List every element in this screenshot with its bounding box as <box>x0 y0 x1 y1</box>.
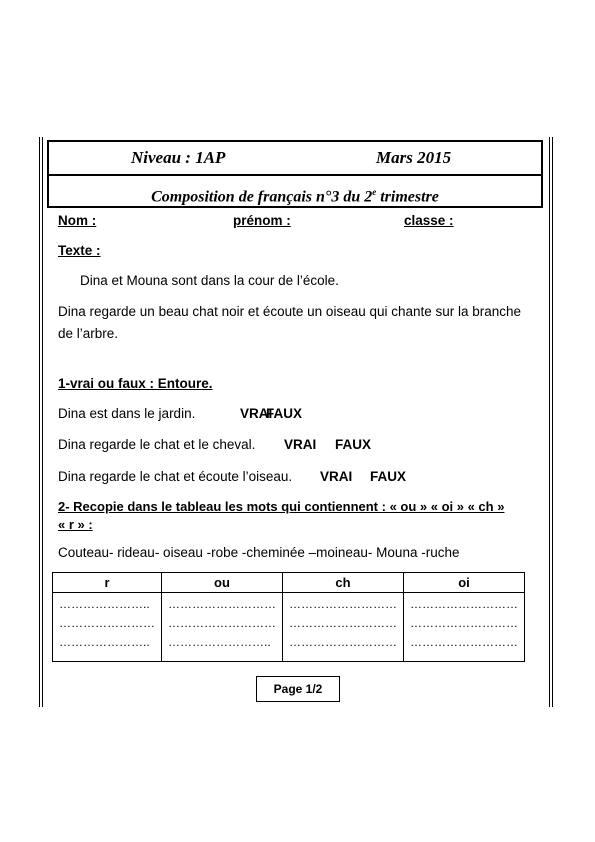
class-field-label: classe : <box>404 213 454 228</box>
dotted-line: …………………….. <box>168 635 271 649</box>
column-header-ch: ch <box>283 573 404 593</box>
page-number-box <box>256 676 340 702</box>
header-row-level <box>49 142 541 176</box>
text-line-2: Dina regarde un beau chat noir et écoute un oiseau qui chante sur la branche <box>58 304 522 319</box>
column-header-oi: oi <box>404 573 525 593</box>
answer-cell-ch[interactable] <box>283 593 404 662</box>
column-header-ou: ou <box>162 573 283 593</box>
dotted-line: …………………… <box>59 616 155 630</box>
exam-title-sup: e <box>372 187 377 197</box>
dotted-line: ……………………… <box>168 597 276 611</box>
dotted-line: ………………….. <box>59 635 150 649</box>
dotted-line: ………………….. <box>59 597 150 611</box>
left-border-outer <box>39 137 40 707</box>
false-option[interactable]: FAUX <box>266 406 303 421</box>
true-option[interactable]: VRAI <box>284 437 317 452</box>
exercise2-heading-line2: « r » : <box>58 517 93 532</box>
exercise1-sentence: Dina regarde le chat et écoute l’oiseau. <box>58 469 293 484</box>
dotted-line: ……………………… <box>289 616 397 630</box>
word-list: Couteau- rideau- oiseau -robe -cheminée –moineau- Mouna -ruche <box>58 545 460 560</box>
level-label: Niveau : 1AP <box>131 148 226 167</box>
text-line-3: de l’arbre. <box>58 326 119 341</box>
firstname-field-label: prénom : <box>233 213 291 228</box>
false-option[interactable]: FAUX <box>335 437 372 452</box>
page-number: Page 1/2 <box>273 682 323 696</box>
answer-cell-r[interactable] <box>53 593 162 662</box>
exercise1-heading: 1-vrai ou faux : Entoure. <box>58 376 213 391</box>
header-box <box>47 140 543 208</box>
right-border-inner <box>549 137 550 707</box>
dotted-line: ……………………… <box>410 616 518 630</box>
dotted-line: ……………………… <box>289 635 397 649</box>
name-field-label: Nom : <box>58 213 97 228</box>
dotted-line: ……………………… <box>168 616 276 630</box>
exam-title-main: Composition de français n°3 du 2 <box>151 188 373 206</box>
answer-cell-oi[interactable] <box>404 593 525 662</box>
true-option[interactable]: VRAI <box>320 469 353 484</box>
exam-title <box>49 176 541 208</box>
exercise2-heading-line1: 2- Recopie dans le tableau les mots qui contiennent : « ou » « oi » « ch » <box>58 499 505 514</box>
dotted-line: ……………………… <box>410 597 518 611</box>
column-header-r: r <box>53 573 162 593</box>
exercise1-sentence: Dina est dans le jardin. <box>58 406 196 421</box>
words-table <box>52 572 525 662</box>
table-header-row <box>53 573 525 593</box>
dotted-line: ……………………… <box>289 597 397 611</box>
true-option[interactable]: VRAI <box>240 406 273 421</box>
text-heading: Texte : <box>58 243 101 258</box>
exercise1-sentence: Dina regarde le chat et le cheval. <box>58 437 256 452</box>
text-line-1: Dina et Mouna sont dans la cour de l’école. <box>80 273 339 288</box>
false-option[interactable]: FAUX <box>370 469 407 484</box>
exam-title-end: trimestre <box>376 188 439 206</box>
table-row <box>53 593 525 662</box>
right-border-outer <box>552 137 553 707</box>
left-border-inner <box>42 137 43 707</box>
answer-cell-ou[interactable] <box>162 593 283 662</box>
date-label: Mars 2015 <box>376 148 452 167</box>
dotted-line: ……………………… <box>410 635 518 649</box>
